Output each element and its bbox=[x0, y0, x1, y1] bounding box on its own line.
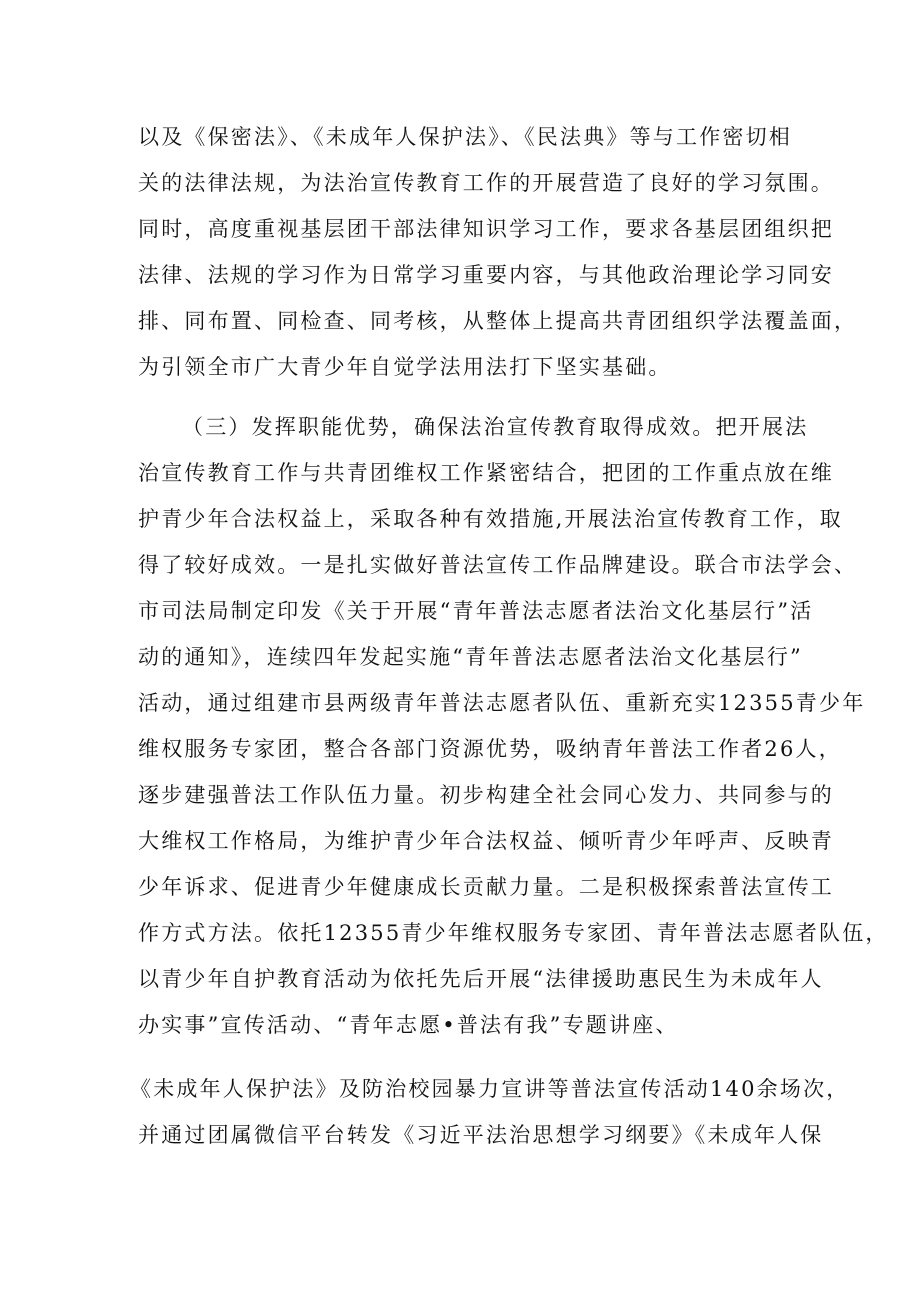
paragraph-line: 法律、法规的学习作为日常学习重要内容，与其他政治理论学习同安 bbox=[138, 263, 834, 287]
section-heading-line: （三）发挥职能优势，确保法治宣传教育取得成效。把开展法 bbox=[182, 415, 809, 439]
paragraph-line: 维权服务专家团，整合各部门资源优势，吸纳青年普法工作者26人， bbox=[138, 737, 842, 761]
paragraph-line: 办实事”宣传活动、“青年志愿•普法有我”专题讲座、 bbox=[138, 1013, 679, 1037]
paragraph-line: 得了较好成效。一是扎实做好普法宣传工作品牌建设。联合市法学会、 bbox=[138, 553, 858, 577]
paragraph-line: 动的通知》，连续四年发起实施“青年普法志愿者法治文化基层行” bbox=[138, 645, 803, 669]
paragraph-line: 市司法局制定印发《关于开展“青年普法志愿者法治文化基层行”活 bbox=[138, 599, 814, 623]
paragraph-line: 同时，高度重视基层团干部法律知识学习工作，要求各基层团组织把 bbox=[138, 217, 834, 241]
paragraph-line: 护青少年合法权益上，采取各种有效措施,开展法治宣传教育工作，取 bbox=[138, 507, 843, 531]
paragraph-line: 少年诉求、促进青少年健康成长贡献力量。二是积极探索普法宣传工 bbox=[138, 875, 834, 899]
paragraph-line: 《未成年人保护法》及防治校园暴力宣讲等普法宣传活动140余场次， bbox=[130, 1077, 850, 1101]
paragraph-line: 关的法律法规，为法治宣传教育工作的开展营造了良好的学习氛围。 bbox=[138, 171, 834, 195]
paragraph-line: 治宣传教育工作与共青团维权工作紧密结合，把团的工作重点放在维 bbox=[138, 461, 834, 485]
paragraph-line: 并通过团属微信平台转发《习近平法治思想学习纲要》《未成年人保 bbox=[138, 1123, 824, 1147]
paragraph-line: 大维权工作格局，为维护青少年合法权益、倾听青少年呼声、反映青 bbox=[138, 829, 834, 853]
paragraph-line: 作方式方法。依托12355青少年维权服务专家团、青年普法志愿者队伍， bbox=[138, 921, 889, 945]
paragraph-line: 为引领全市广大青少年自觉学法用法打下坚实基础。 bbox=[138, 355, 672, 379]
paragraph-line: 以及《保密法》、《未成年人保护法》、《民法典》等与工作密切相 bbox=[138, 125, 792, 149]
paragraph-line: 逐步建强普法工作队伍力量。初步构建全社会同心发力、共同参与的 bbox=[138, 783, 834, 807]
paragraph-line: 以青少年自护教育活动为依托先后开展“法律援助惠民生为未成年人 bbox=[138, 967, 824, 991]
paragraph-line: 活动，通过组建市县两级青年普法志愿者队伍、重新充实12355青少年 bbox=[138, 691, 866, 715]
paragraph-line: 排、同布置、同检查、同考核，从整体上提高共青团组织学法覆盖面， bbox=[138, 309, 858, 333]
